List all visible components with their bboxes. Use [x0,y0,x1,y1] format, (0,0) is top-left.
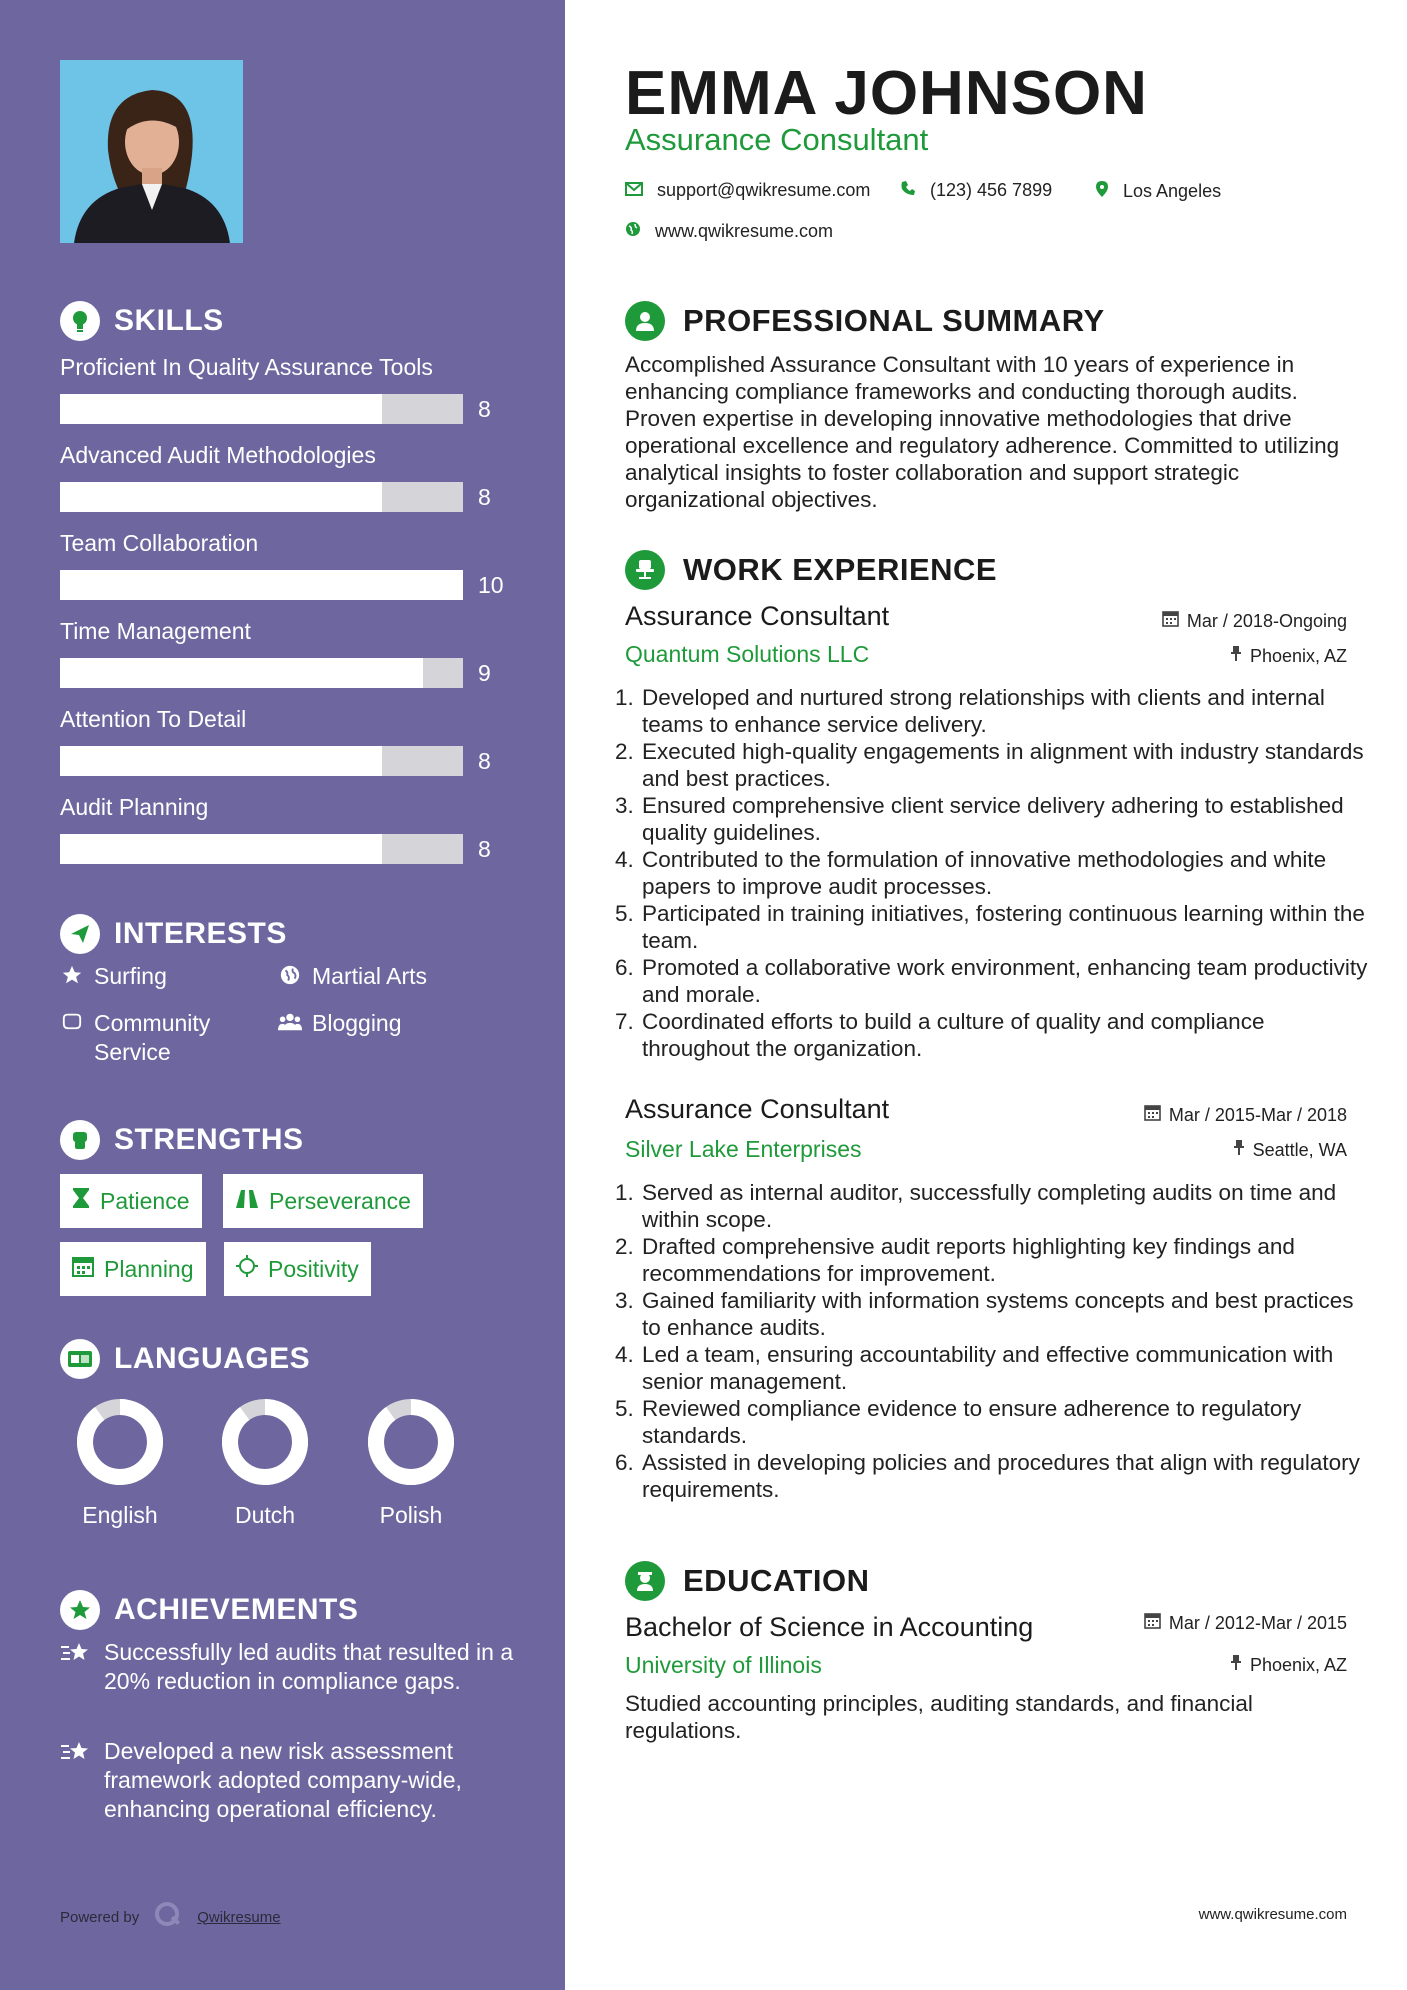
footer-website[interactable]: www.qwikresume.com [1198,1906,1347,1923]
bullet-text: Coordinated efforts to build a culture of quality and compliance throughout the organization. [642,1009,1265,1061]
star-badge-icon [60,1590,100,1630]
experience-heading: WORK EXPERIENCE [625,550,997,590]
shooting-star-icon [60,1638,92,1696]
bullet-number: 1. [615,1180,634,1205]
bullet-text: Ensured comprehensive client service delivery adhering to established quality guidelines. [642,793,1344,845]
language-label: Dutch [234,1502,296,1528]
interest-item: Community Service [60,1009,240,1067]
bullet-item [615,1287,1375,1341]
strength-chip: Patience [60,1174,202,1228]
language-ring [60,1392,180,1492]
bullet-text: Developed and nurtured strong relationships with clients and internal teams to enhance service delivery. [642,685,1325,737]
users-icon [278,1009,302,1038]
summary-text: Accomplished Assurance Consultant with 10 years of experience in enhancing compliance frameworks and conducting thorough audits. Proven expertise in developing innovative methodologies that drive operational excellence and regulatory adherence. Committed to utilizing analytical insights to foster collaboration and support strategic organizational objectives. [625,352,1340,512]
summary-heading: PROFESSIONAL SUMMARY [625,301,1105,341]
powered-by-label: Powered by [60,1908,140,1926]
contact-website[interactable]: www.qwikresume.com [625,221,833,242]
bullet-number: 1. [615,685,634,710]
skill-item [60,438,520,510]
skill-label: Audit Planning [60,794,209,820]
pushpin-icon [1230,645,1242,667]
contact-phone[interactable]: (123) 456 7899 [900,180,1052,201]
map-pin-icon [1095,180,1109,203]
bullet-item [615,1341,1375,1395]
achievements-title: ACHIEVEMENTS [114,1593,359,1626]
skill-item [60,526,520,598]
lightbulb-icon [60,301,100,341]
shooting-star-icon [60,1737,92,1824]
job-bullets [615,1179,1375,1503]
bullet-item [615,846,1375,900]
job-title: Assurance Consultant [625,1094,890,1124]
job-bullets [615,684,1375,1062]
calendar-icon [1144,1104,1161,1126]
strength-chip: Perseverance [223,1174,423,1228]
skill-bar-fill [60,834,382,864]
bullet-text: Contributed to the formulation of innovative methodologies and white papers to improve audit processes. [642,847,1327,899]
paper-plane-icon [60,914,100,954]
job-company: Silver Lake Enterprises [625,1136,862,1162]
phone-icon [900,180,916,201]
skill-bar-fill [60,746,382,776]
bullet-number: 6. [615,955,634,980]
skills-title: SKILLS [114,304,224,337]
bullet-text: Led a team, ensuring accountability and effective communication with senior management. [642,1342,1334,1394]
languages-heading [60,1339,310,1379]
sun-icon [236,1255,258,1283]
bullet-number: 2. [615,1234,634,1259]
education-school: University of Illinois [625,1652,822,1678]
user-icon [625,301,665,341]
profile-photo [60,60,243,243]
bullet-item [615,738,1375,792]
bullet-number: 5. [615,901,634,926]
bullet-number: 4. [615,1342,634,1367]
education-location: Phoenix, AZ [1230,1654,1347,1676]
envelope-icon [625,180,643,201]
sidebar [0,0,565,1990]
skill-bar [60,658,463,688]
job-location: Phoenix, AZ [1230,645,1347,667]
language-item [351,1392,471,1528]
interest-item: Martial Arts [278,962,427,991]
languages-title: LANGUAGES [114,1342,311,1375]
bullet-item [615,1449,1375,1503]
bullet-number: 4. [615,847,634,872]
bullet-item [615,684,1375,738]
candidate-role: Assurance Consultant [625,122,929,157]
interests-title: INTERESTS [114,917,287,950]
globe-icon [625,221,641,242]
graduation-icon [625,1561,665,1601]
skill-bar [60,746,463,776]
interest-item: Surfing [60,962,167,991]
bullet-number: 5. [615,1396,634,1421]
qwikresume-logo-icon [153,1900,183,1934]
calendar-icon [72,1255,94,1283]
calendar-icon [1162,610,1179,632]
bullet-item [615,900,1375,954]
skill-label: Proficient In Quality Assurance Tools [60,354,433,380]
education-degree: Bachelor of Science in Accounting [625,1612,1034,1642]
hand-icon [60,1009,84,1067]
skill-label: Attention To Detail [60,706,247,732]
language-ring [205,1392,325,1492]
hourglass-icon [72,1187,90,1215]
bullet-text: Participated in training initiatives, fostering continuous learning within the team. [642,901,1365,953]
language-ring [351,1392,471,1492]
bullet-number: 2. [615,739,634,764]
skill-bar [60,394,463,424]
strength-chip: Positivity [224,1242,371,1296]
bullet-text: Drafted comprehensive audit reports highlighting key findings and recommendations for improvement. [642,1234,1295,1286]
job-date: Mar / 2015-Mar / 2018 [1144,1104,1347,1126]
qwikresume-link[interactable]: Qwikresume [197,1908,281,1926]
skill-level: 10 [478,572,504,598]
strengths-title: STRENGTHS [114,1123,304,1156]
skill-level: 9 [478,660,491,686]
skill-bar-fill [60,482,382,512]
achievements-heading [60,1590,358,1630]
skill-bar [60,834,463,864]
calendar-icon [1144,1612,1161,1634]
skills-heading [60,301,224,341]
strength-chip: Planning [60,1242,206,1296]
skill-bar-fill [60,658,423,688]
bullet-text: Served as internal auditor, successfully completing audits on time and within scope. [642,1180,1337,1232]
road-icon [235,1188,259,1215]
star-icon [60,962,84,991]
bullet-item [615,954,1375,1008]
language-label: English [82,1502,158,1528]
bullet-number: 7. [615,1009,634,1034]
bullet-item [615,1008,1375,1062]
skill-bar-fill [60,394,382,424]
education-description: Studied accounting principles, auditing standards, and financial regulations. [625,1691,1253,1743]
main-column [565,0,1407,1990]
interests-heading [60,914,287,954]
job-date: Mar / 2018-Ongoing [1162,610,1347,632]
bullet-number: 6. [615,1450,634,1475]
skill-item [60,790,520,862]
education-date: Mar / 2012-Mar / 2015 [1144,1612,1347,1634]
bullet-item [615,1179,1375,1233]
skill-bar [60,570,463,600]
contact-email[interactable]: support@qwikresume.com [625,180,870,201]
bullet-item [615,1233,1375,1287]
job-location: Seattle, WA [1233,1139,1347,1161]
skill-label: Advanced Audit Methodologies [60,442,376,468]
skill-label: Time Management [60,618,251,644]
education-heading: EDUCATION [625,1561,869,1601]
skill-item [60,350,520,422]
skill-level: 8 [478,484,491,510]
achievement-item: Successfully led audits that resulted in a 20% reduction in compliance gaps. [60,1638,520,1696]
skill-level: 8 [478,748,491,774]
skill-bar [60,482,463,512]
strengths-heading [60,1120,304,1160]
powered-by [60,1900,281,1934]
job-title: Assurance Consultant [625,601,890,631]
achievement-item: Developed a new risk assessment framework adopted company-wide, enhancing operational efficiency. [60,1737,520,1824]
bullet-item [615,1395,1375,1449]
bullet-text: Reviewed compliance evidence to ensure adherence to regulatory standards. [642,1396,1302,1448]
bullet-number: 3. [615,793,634,818]
bullet-text: Executed high-quality engagements in alignment with industry standards and best practices. [642,739,1364,791]
job-company: Quantum Solutions LLC [625,641,870,667]
office-chair-icon [625,550,665,590]
skill-level: 8 [478,836,491,862]
candidate-name: EMMA JOHNSON [625,59,1148,128]
bullet-text: Assisted in developing policies and procedures that align with regulatory requirements. [642,1450,1360,1502]
skill-level: 8 [478,396,491,422]
bullet-text: Promoted a collaborative work environment, enhancing team productivity and morale. [642,955,1368,1007]
language-item [205,1392,325,1528]
skill-bar-fill [60,570,463,600]
interest-item: Blogging [278,1009,402,1038]
language-icon [60,1339,100,1379]
language-item [60,1392,180,1528]
fist-icon [60,1120,100,1160]
bullet-text: Gained familiarity with information systems concepts and best practices to enhance audits. [642,1288,1354,1340]
skill-item [60,614,520,686]
bullet-item [615,792,1375,846]
contact-location: Los Angeles [1095,180,1221,203]
bullet-number: 3. [615,1288,634,1313]
pushpin-icon [1230,1654,1242,1676]
language-label: Polish [379,1502,443,1528]
pushpin-icon [1233,1139,1245,1161]
globe-icon [278,962,302,991]
skill-item [60,702,520,774]
skill-label: Team Collaboration [60,530,259,556]
